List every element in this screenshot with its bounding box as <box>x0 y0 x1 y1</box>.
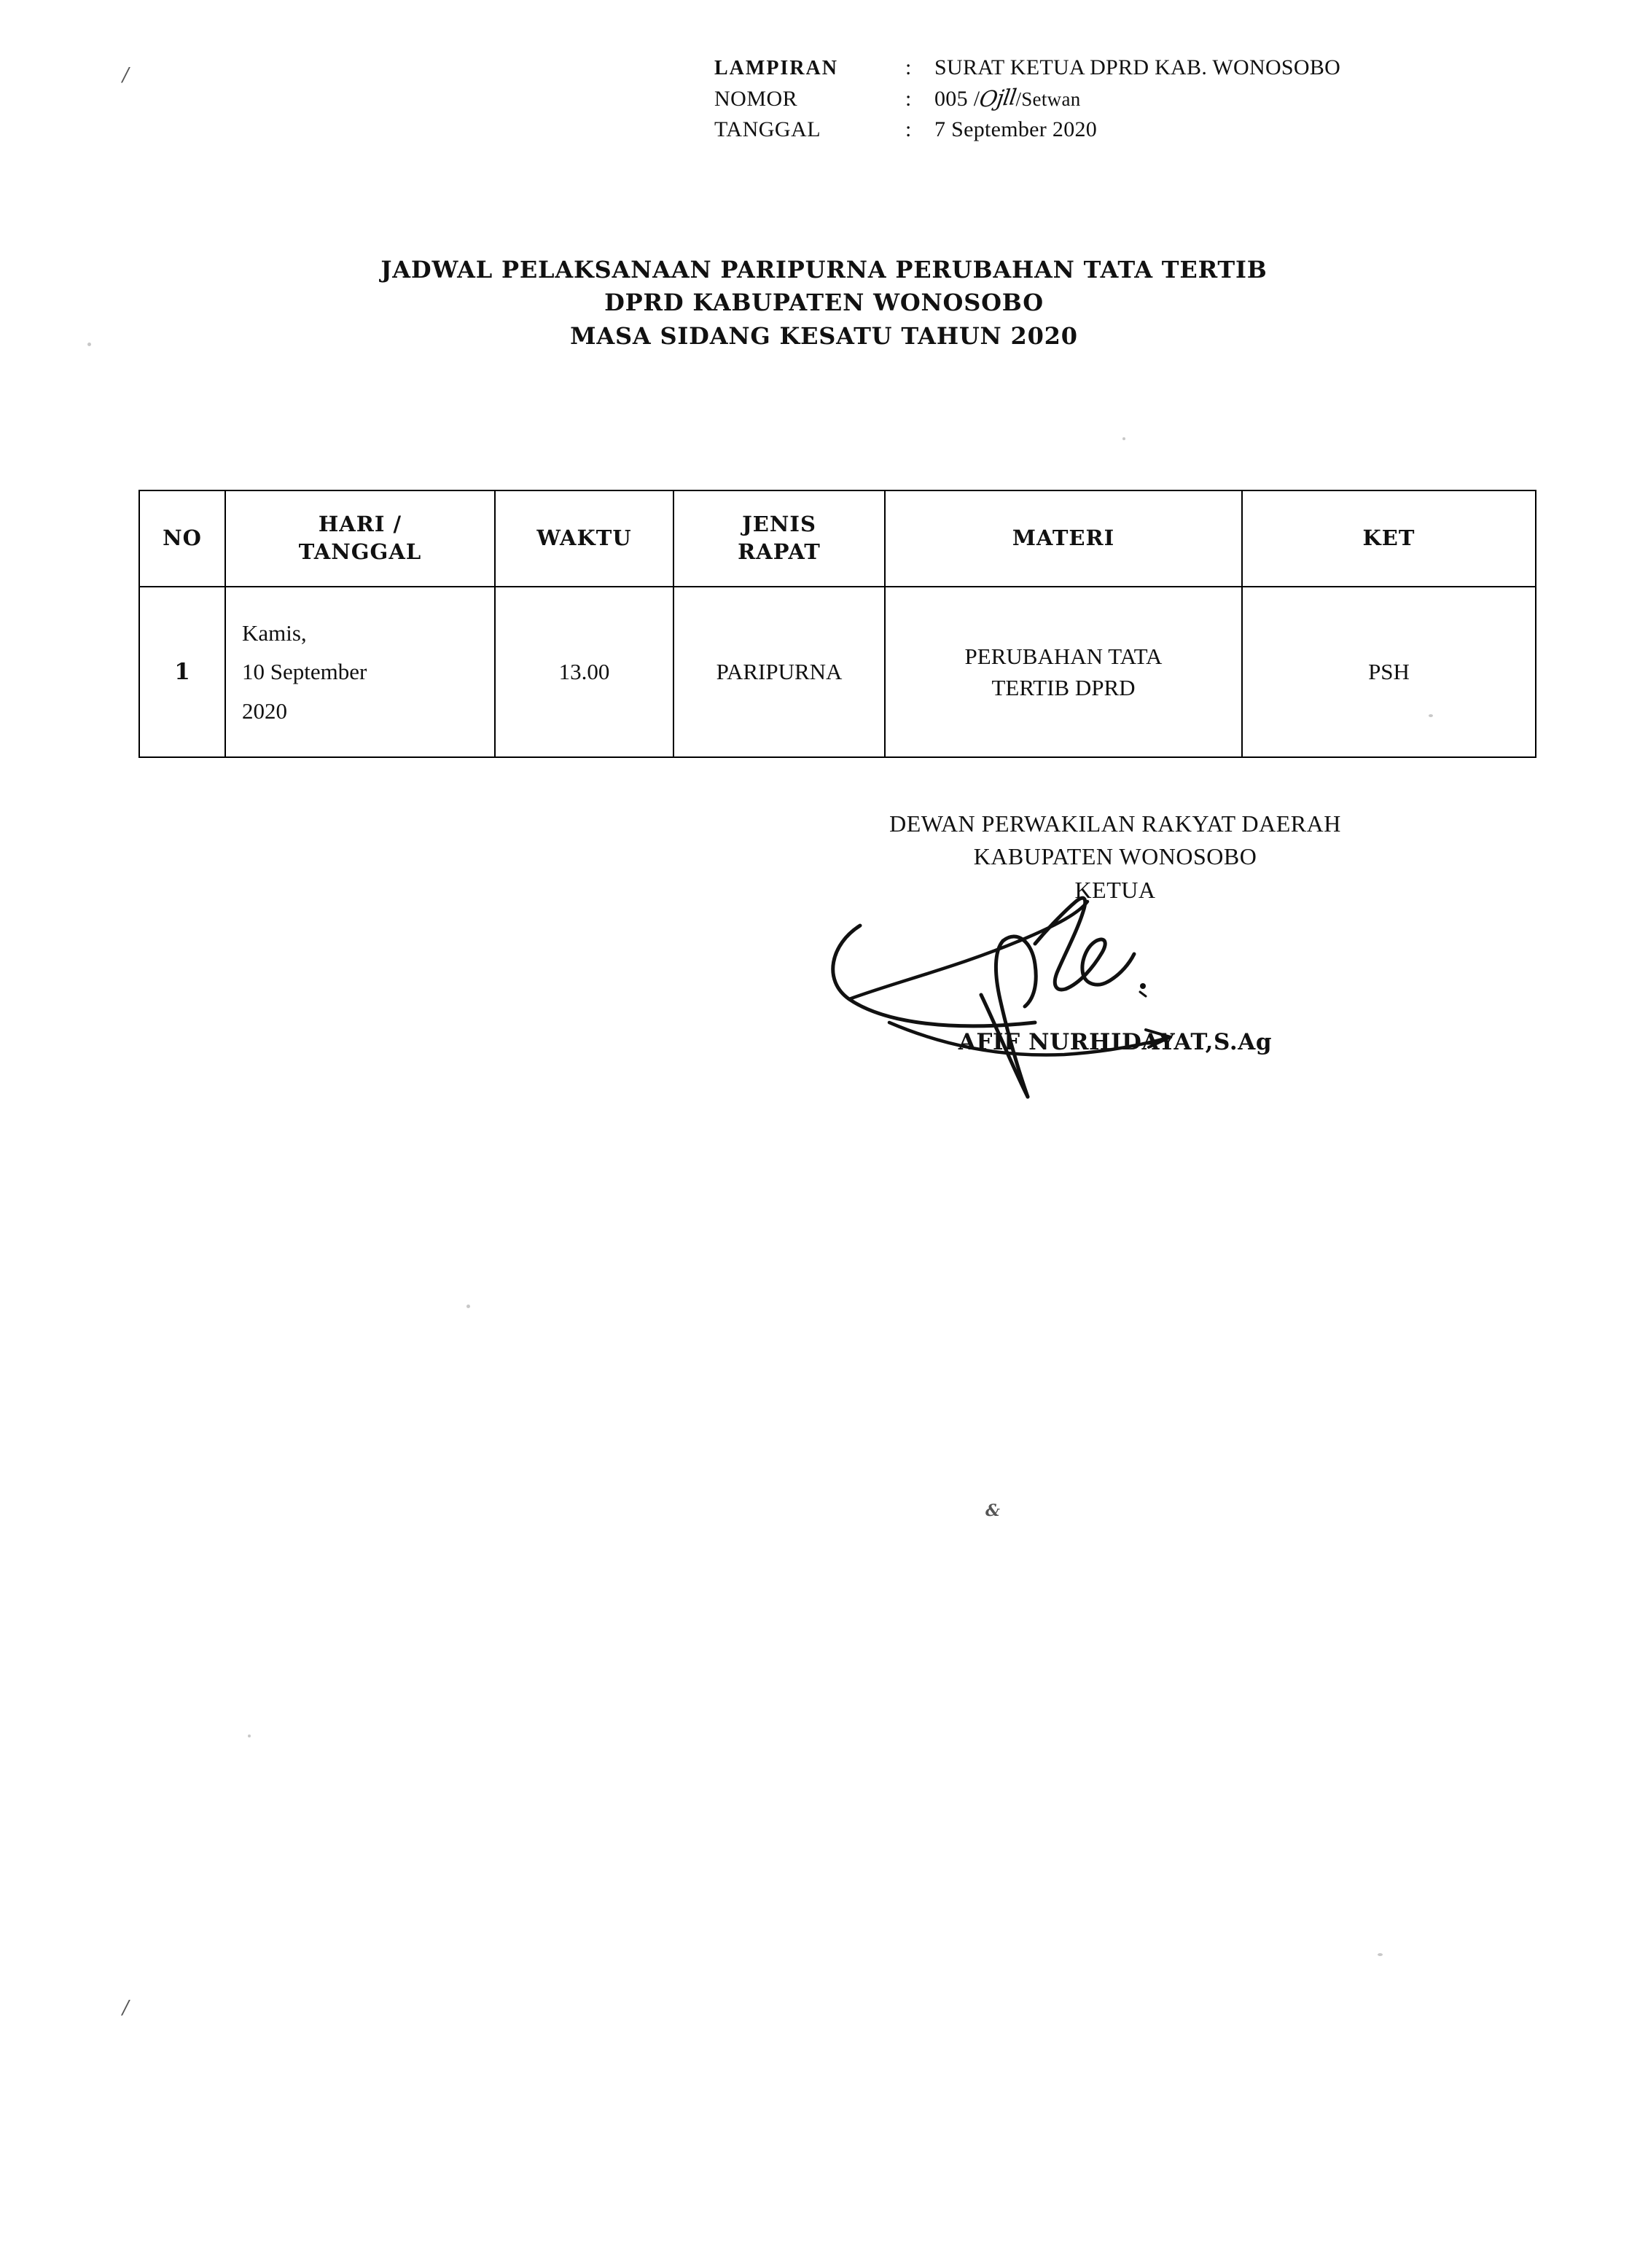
table-body <box>139 587 1536 757</box>
cell-hari-line-2: 10 September <box>242 659 367 685</box>
column-header-ket: KET <box>1242 490 1536 587</box>
column-header-waktu: WAKTU <box>495 490 673 587</box>
nomor-suffix: /Setwan <box>1015 87 1081 110</box>
column-header-hari-tanggal <box>225 490 495 587</box>
scan-speck <box>1122 437 1125 440</box>
lampiran-colon: : <box>905 55 912 79</box>
cell-jenis-rapat: PARIPURNA <box>673 587 885 757</box>
tanggal-value: 7 September 2020 <box>934 117 1098 142</box>
column-header-hari-line-2: TANGGAL <box>298 539 422 564</box>
signatory-name: AFIF NURHIDAYAT,S.Ag <box>958 1029 1273 1055</box>
tanggal-colon: : <box>905 117 912 142</box>
column-header-jenis-line-2: RAPAT <box>738 539 821 564</box>
scan-mark-center: & <box>985 1501 1000 1520</box>
page-title-line-3: MASA SIDANG KESATU TAHUN 2020 <box>570 321 1078 350</box>
scan-mark-top-left: / <box>122 64 129 86</box>
cell-materi <box>885 587 1242 757</box>
table-row <box>139 587 1536 757</box>
nomor-label: NOMOR <box>714 86 798 111</box>
scan-speck <box>1378 1953 1383 1956</box>
cell-materi-line-2: TERTIB DPRD <box>991 675 1136 700</box>
header-row-tanggal <box>714 114 1443 146</box>
table-header <box>139 490 1536 587</box>
column-header-materi: MATERI <box>885 490 1242 587</box>
signature-block <box>773 808 1458 907</box>
column-header-jenis-rapat <box>673 490 885 587</box>
cell-no: 1 <box>139 587 225 757</box>
nomor-value <box>934 84 1443 115</box>
nomor-prefix: 005 / <box>934 86 980 111</box>
signature-position: KETUA <box>1074 876 1156 903</box>
signature-institution-line-1: DEWAN PERWAKILAN RAKYAT DAERAH <box>889 810 1341 837</box>
scan-speck <box>1429 714 1433 717</box>
signature-institution-line-2: KABUPATEN WONOSOBO <box>973 843 1257 870</box>
table-header-row <box>139 490 1536 587</box>
column-header-hari-line-1: HARI / <box>318 512 402 537</box>
scan-mark-bottom-left: / <box>122 1997 129 2019</box>
lampiran-label: LAMPIRAN <box>714 57 838 79</box>
scan-speck <box>466 1305 470 1308</box>
cell-materi-line-1: PERUBAHAN TATA <box>964 643 1163 669</box>
header-row-nomor <box>714 84 1443 115</box>
nomor-colon: : <box>905 86 912 111</box>
cell-hari-tanggal <box>225 587 495 757</box>
column-header-jenis-line-1: JENIS <box>742 512 816 537</box>
nomor-handwritten-mark: Ojll <box>977 84 1018 113</box>
header-row-lampiran <box>714 52 1443 84</box>
cell-ket: PSH <box>1242 587 1536 757</box>
page-title-line-1: JADWAL PELAKSANAAN PARIPURNA PERUBAHAN TATA TERTIB <box>380 256 1268 284</box>
cell-waktu: 13.00 <box>495 587 673 757</box>
column-header-no: NO <box>139 490 225 587</box>
scan-speck <box>87 343 91 346</box>
cell-hari-line-1: Kamis, <box>242 620 307 646</box>
scan-speck <box>248 1735 251 1737</box>
letter-reference-header <box>714 52 1443 146</box>
page-title <box>0 254 1648 353</box>
tanggal-label: TANGGAL <box>714 117 821 142</box>
page-title-line-2: DPRD KABUPATEN WONOSOBO <box>604 289 1044 317</box>
schedule-table <box>138 490 1536 758</box>
cell-hari-line-3: 2020 <box>242 697 287 724</box>
lampiran-value: SURAT KETUA DPRD KAB. WONOSOBO <box>934 55 1341 79</box>
